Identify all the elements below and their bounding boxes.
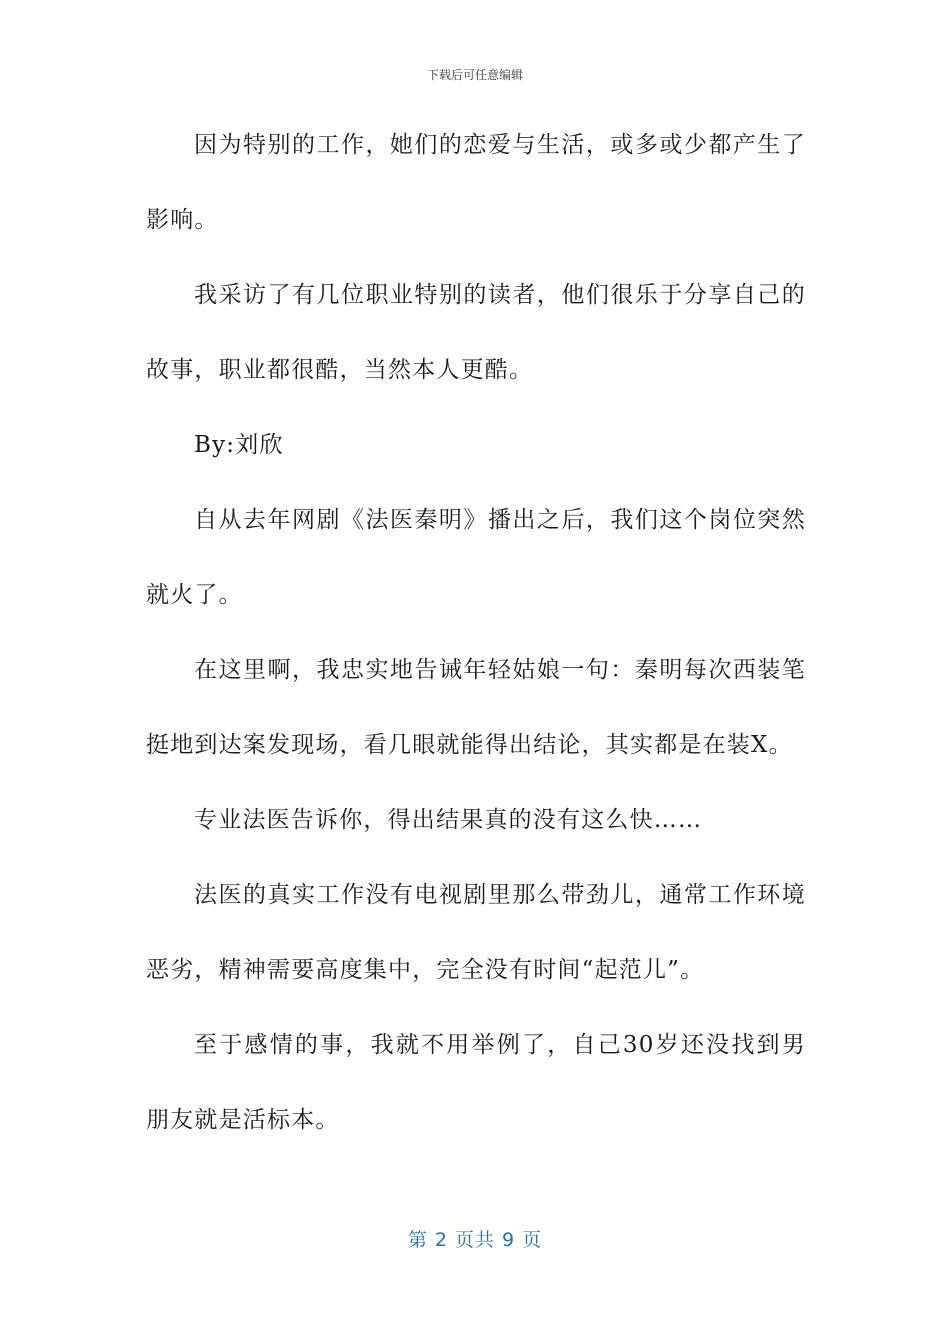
paragraph-5: 在这里啊，我忠实地告诫年轻姑娘一句：秦明每次西装笔挺地到达案发现场，看几眼就能得出结论，其实都是在装X。 bbox=[146, 657, 806, 758]
page-number-footer: 第 2 页共 9 页 bbox=[407, 1229, 543, 1251]
paragraph-byline: By:刘欣 bbox=[194, 432, 284, 458]
paragraph-7: 法医的真实工作没有电视剧里那么带劲儿，通常工作环境恶劣，精神需要高度集中，完全没有时间“起范儿”。 bbox=[146, 882, 806, 983]
paragraph-1: 因为特别的工作，她们的恋爱与生活，或多或少都产生了影响。 bbox=[146, 132, 806, 233]
page-header: 下载后可任意编辑 bbox=[426, 68, 523, 82]
paragraph-2: 我采访了有几位职业特别的读者，他们很乐于分享自己的故事，职业都很酷，当然本人更酷。 bbox=[146, 282, 806, 383]
document-body bbox=[146, 108, 806, 1158]
paragraph-4: 自从去年网剧《法医秦明》播出之后，我们这个岗位突然就火了。 bbox=[146, 507, 806, 608]
paragraph-6: 专业法医告诉你，得出结果真的没有这么快…… bbox=[194, 807, 703, 833]
paragraph-8: 至于感情的事，我就不用举例了，自己30岁还没找到男朋友就是活标本。 bbox=[146, 1032, 806, 1133]
